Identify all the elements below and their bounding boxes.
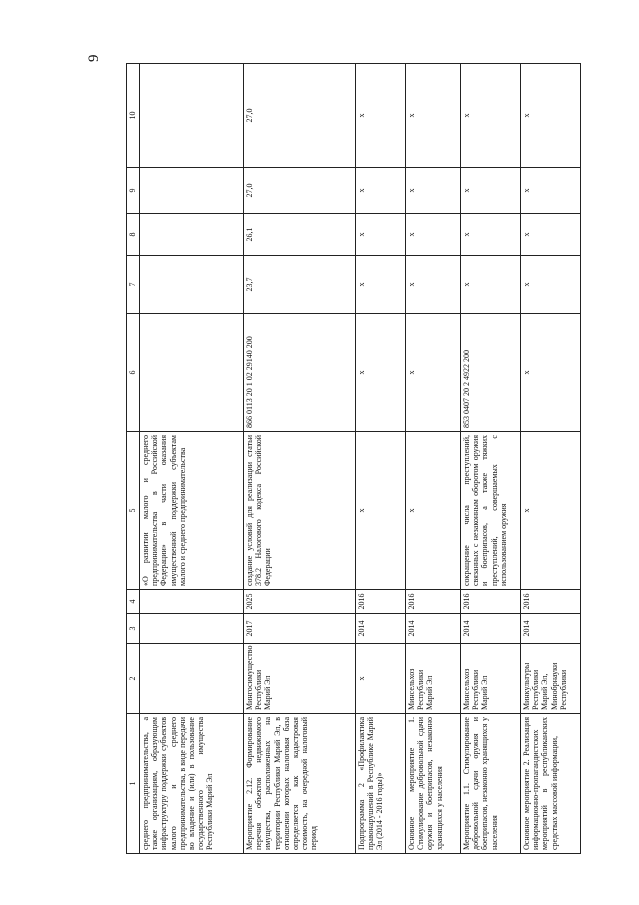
value-col8: 26,1 (244, 214, 356, 256)
start-year (140, 614, 244, 644)
expected-result: х (356, 432, 406, 590)
page-number: 9 (86, 54, 102, 62)
end-year: 2016 (461, 590, 521, 614)
value-col10: х (521, 64, 581, 168)
value-col10: 27,0 (244, 64, 356, 168)
expected-result: х (521, 432, 581, 590)
value-col9: 27,0 (244, 168, 356, 214)
header-cell: 8 (127, 214, 140, 256)
executor: Минкультуры Республики Марий Эл, Минобрнауки Республики (521, 644, 581, 714)
value-col8: х (406, 214, 461, 256)
header-row (127, 64, 140, 854)
value-col7: 23,7 (244, 256, 356, 314)
budget-code (140, 314, 244, 432)
value-col10: х (461, 64, 521, 168)
value-col10: х (406, 64, 461, 168)
table-row (356, 64, 406, 854)
budget-code: х (356, 314, 406, 432)
value-col7 (140, 256, 244, 314)
value-col7: х (406, 256, 461, 314)
end-year: 2025 (244, 590, 356, 614)
table-row (244, 64, 356, 854)
header-cell: 10 (127, 64, 140, 168)
expected-result: «О развитии малого и среднего предпринимательства в Российской Федерации» в части оказания имущественной поддержки субъектам малого и среднего предпринимательства (140, 432, 244, 590)
header-cell: 5 (127, 432, 140, 590)
value-col10: х (356, 64, 406, 168)
header-cell: 4 (127, 590, 140, 614)
value-col7: х (356, 256, 406, 314)
start-year: 2014 (356, 614, 406, 644)
header-cell: 7 (127, 256, 140, 314)
value-col8: х (356, 214, 406, 256)
activity-name: Мероприятие 2.12. Формирование перечня объектов недвижимого имущества, расположенных на территории Республики Марий Эл, в отношении которых налоговая база определяется как кадастровая стоимость, на очередной налоговый период (244, 714, 356, 854)
budget-code: х (406, 314, 461, 432)
header-cell: 3 (127, 614, 140, 644)
end-year: 2016 (521, 590, 581, 614)
table-row (140, 64, 244, 854)
executor: х (356, 644, 406, 714)
value-col7: х (461, 256, 521, 314)
table-row (406, 64, 461, 854)
executor: Минсельхоз Республики Марий Эл (406, 644, 461, 714)
value-col8 (140, 214, 244, 256)
value-col9: х (521, 168, 581, 214)
executor: Мингосимущество Республики Марий Эл (244, 644, 356, 714)
value-col8: х (521, 214, 581, 256)
start-year: 2014 (461, 614, 521, 644)
executor: Минсельхоз Республики Марий Эл (461, 644, 521, 714)
value-col9 (140, 168, 244, 214)
value-col8: х (461, 214, 521, 256)
rotated-page (126, 64, 602, 854)
value-col9: х (461, 168, 521, 214)
end-year: 2016 (406, 590, 461, 614)
header-cell: 9 (127, 168, 140, 214)
executor (140, 644, 244, 714)
table-row (461, 64, 521, 854)
table-row (521, 64, 581, 854)
end-year (140, 590, 244, 614)
header-cell: 1 (127, 714, 140, 854)
activity-name: Подпрограмма 2 «Профилактика правонарушений в Республике Марий Эл (2014 - 2016 годы)» (356, 714, 406, 854)
activity-name: Основное мероприятие 2. Реализация информационно-пропагандистских мероприятий в республиканских средствах массовой информации, (521, 714, 581, 854)
budget-code: х (521, 314, 581, 432)
expected-result: сокращение числа преступлений, связанных с незаконным оборотом оружия и боеприпасов, а также тяжких преступлений, совершаемых с использованием оружия (461, 432, 521, 590)
start-year: 2014 (406, 614, 461, 644)
value-col9: х (406, 168, 461, 214)
value-col7: х (521, 256, 581, 314)
start-year: 2014 (521, 614, 581, 644)
header-cell: 6 (127, 314, 140, 432)
value-col10 (140, 64, 244, 168)
activity-name: Мероприятие 1.1. Стимулирование добровольной сдачи оружия и боеприпасов, незаконно хранящихся у населения (461, 714, 521, 854)
end-year: 2016 (356, 590, 406, 614)
value-col9: х (356, 168, 406, 214)
start-year: 2017 (244, 614, 356, 644)
budget-code: 866 0113 20 1 02 29140 200 (244, 314, 356, 432)
expected-result: х (406, 432, 461, 590)
header-cell: 2 (127, 644, 140, 714)
program-table (126, 63, 581, 854)
expected-result: создание условий для реализации статьи 378.2 Налогового кодекса Российской Федерации (244, 432, 356, 590)
budget-code: 853 0407 20 2 4922 200 (461, 314, 521, 432)
activity-name: среднего предпринимательства, а также организациям, образующим инфраструктуру поддержки субъектов малого и среднего предпринимательства, в виде передачи во владение и (или) в пользование государственного имущества Республики Марий Эл (140, 714, 244, 854)
activity-name: Основное мероприятие 1. Стимулирование добровольной сдачи оружия и боеприпасов, незаконно хранящихся у населения (406, 714, 461, 854)
